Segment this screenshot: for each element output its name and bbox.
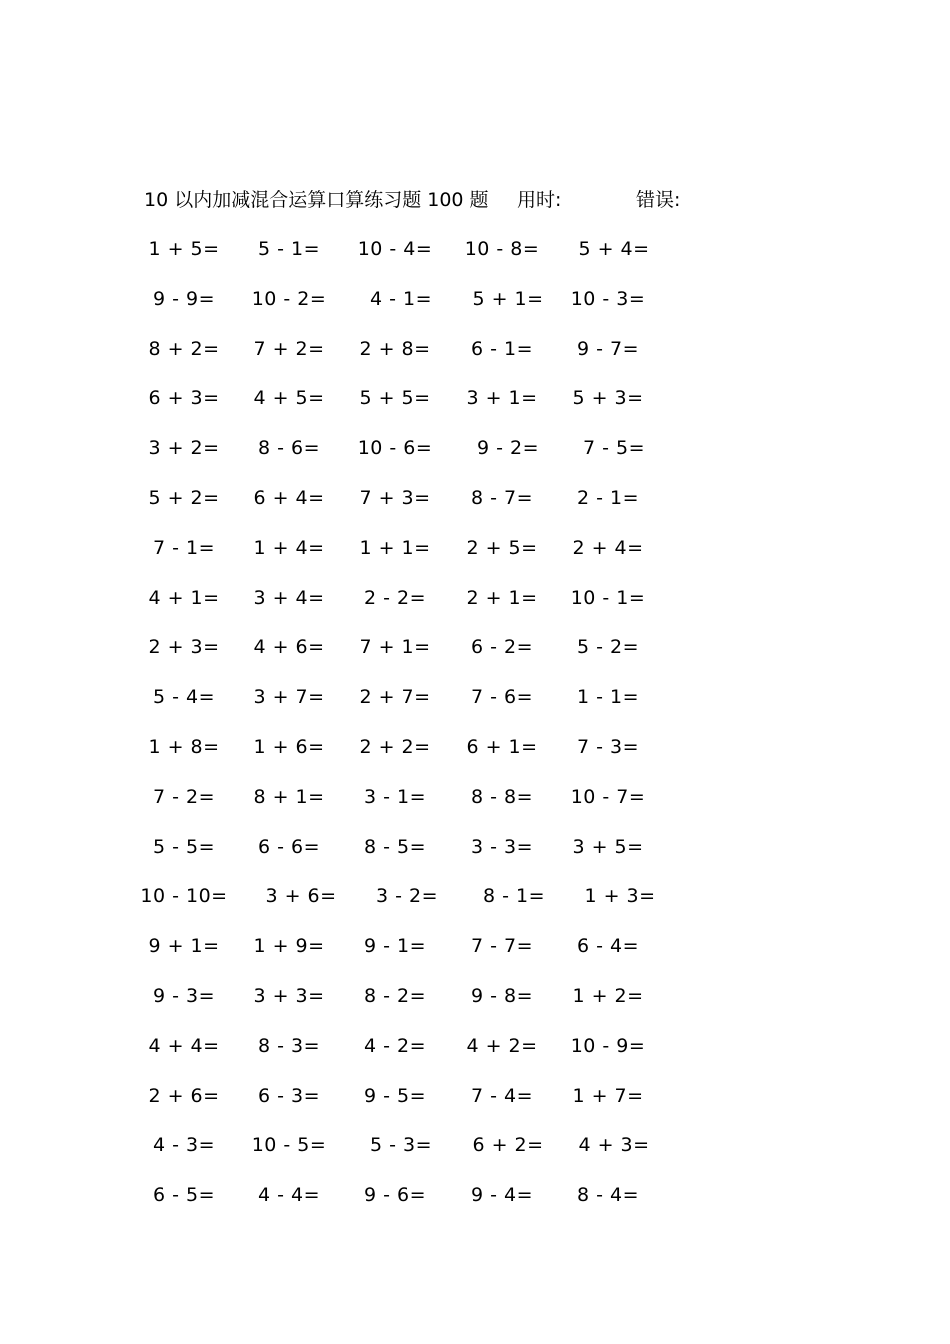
arithmetic-problem: 4 + 2= — [466, 1034, 538, 1057]
arithmetic-problem: 8 - 2= — [363, 985, 427, 1007]
arithmetic-problem: 10 - 9= — [570, 1034, 646, 1057]
arithmetic-problem: 8 - 7= — [470, 487, 534, 509]
arithmetic-problem: 2 + 8= — [359, 337, 431, 360]
arithmetic-problem: 1 + 6= — [253, 736, 325, 758]
arithmetic-problem: 10 - 7= — [570, 785, 646, 808]
arithmetic-problem: 1 - 1= — [576, 686, 640, 709]
arithmetic-problem: 5 + 3= — [572, 387, 644, 410]
arithmetic-problem: 3 + 2= — [148, 437, 220, 460]
arithmetic-problem: 1 + 4= — [253, 536, 325, 559]
errors-label: 错误: — [636, 189, 681, 211]
arithmetic-problem: 5 + 1= — [472, 287, 544, 310]
arithmetic-problem: 9 - 6= — [363, 1184, 427, 1207]
arithmetic-problem: 10 - 2= — [251, 287, 327, 310]
problem-row — [0, 433, 950, 463]
arithmetic-problem: 7 - 6= — [470, 686, 534, 709]
problem-row — [0, 334, 950, 364]
arithmetic-problem: 3 + 3= — [253, 985, 325, 1007]
arithmetic-problem: 7 - 7= — [470, 935, 534, 958]
arithmetic-problem: 2 + 5= — [466, 536, 538, 559]
arithmetic-problem: 3 + 7= — [253, 686, 325, 709]
arithmetic-problem: 6 - 1= — [470, 337, 534, 360]
arithmetic-problem: 4 + 1= — [148, 586, 220, 609]
arithmetic-problem: 1 + 3= — [584, 885, 656, 908]
arithmetic-problem: 1 + 8= — [148, 736, 220, 758]
problem-row — [0, 284, 950, 314]
problem-row — [0, 632, 950, 662]
arithmetic-problem: 7 + 2= — [253, 337, 325, 360]
arithmetic-problem: 7 - 1= — [152, 536, 216, 559]
arithmetic-problem: 3 + 1= — [466, 387, 538, 410]
arithmetic-problem: 7 - 2= — [152, 785, 216, 808]
worksheet-title: 10 以内加减混合运算口算练习题 100 题 — [144, 189, 489, 211]
time-label: 用时: — [517, 189, 562, 211]
arithmetic-problem: 5 - 1= — [257, 238, 321, 260]
arithmetic-problem: 7 + 1= — [359, 636, 431, 659]
arithmetic-problem: 10 - 1= — [570, 586, 646, 609]
arithmetic-problem: 2 - 1= — [576, 487, 640, 509]
arithmetic-problem: 10 - 6= — [357, 437, 433, 460]
problem-row — [0, 1031, 950, 1061]
arithmetic-problem: 8 + 2= — [148, 337, 220, 360]
problem-row — [0, 533, 950, 563]
arithmetic-problem: 7 - 3= — [576, 736, 640, 758]
arithmetic-problem: 5 - 4= — [152, 686, 216, 709]
arithmetic-problem: 6 + 1= — [466, 736, 538, 758]
arithmetic-problem: 9 - 3= — [152, 985, 216, 1007]
arithmetic-problem: 2 + 1= — [466, 586, 538, 609]
arithmetic-problem: 8 - 8= — [470, 785, 534, 808]
arithmetic-problem: 9 - 8= — [470, 985, 534, 1007]
arithmetic-problem: 9 - 1= — [363, 935, 427, 958]
arithmetic-problem: 5 - 2= — [576, 636, 640, 659]
arithmetic-problem: 7 + 3= — [359, 487, 431, 509]
arithmetic-problem: 7 - 4= — [470, 1084, 534, 1107]
arithmetic-problem: 9 + 1= — [148, 935, 220, 958]
arithmetic-problem: 4 - 1= — [369, 287, 433, 310]
arithmetic-problem: 8 - 6= — [257, 437, 321, 460]
arithmetic-problem: 5 + 5= — [359, 387, 431, 410]
arithmetic-problem: 1 + 5= — [148, 238, 220, 260]
arithmetic-problem: 9 - 7= — [576, 337, 640, 360]
arithmetic-problem: 4 - 2= — [363, 1034, 427, 1057]
arithmetic-problem: 5 + 4= — [578, 238, 650, 260]
arithmetic-problem: 5 - 3= — [369, 1134, 433, 1157]
arithmetic-problem: 3 + 5= — [572, 835, 644, 858]
arithmetic-problem: 10 - 3= — [570, 287, 646, 310]
arithmetic-problem: 8 - 4= — [576, 1184, 640, 1207]
problem-row — [0, 682, 950, 712]
problem-row — [0, 583, 950, 613]
arithmetic-problem: 10 - 10= — [140, 885, 228, 908]
arithmetic-problem: 6 - 6= — [257, 835, 321, 858]
problem-row — [0, 732, 950, 762]
arithmetic-problem: 7 - 5= — [582, 437, 646, 460]
arithmetic-problem: 10 - 8= — [464, 238, 540, 260]
arithmetic-problem: 3 - 2= — [375, 885, 439, 908]
problem-row — [0, 483, 950, 513]
arithmetic-problem: 4 - 4= — [257, 1184, 321, 1207]
arithmetic-problem: 6 + 3= — [148, 387, 220, 410]
arithmetic-problem: 9 - 2= — [476, 437, 540, 460]
arithmetic-problem: 4 + 3= — [578, 1134, 650, 1157]
arithmetic-problem: 8 - 1= — [482, 885, 546, 908]
arithmetic-problem: 8 + 1= — [253, 785, 325, 808]
arithmetic-problem: 5 - 5= — [152, 835, 216, 858]
arithmetic-problem: 1 + 2= — [572, 985, 644, 1007]
arithmetic-problem: 2 - 2= — [363, 586, 427, 609]
arithmetic-problem: 6 + 2= — [472, 1134, 544, 1157]
arithmetic-problem: 1 + 9= — [253, 935, 325, 958]
arithmetic-problem: 10 - 4= — [357, 238, 433, 260]
arithmetic-problem: 5 + 2= — [148, 487, 220, 509]
arithmetic-problem: 9 - 4= — [470, 1184, 534, 1207]
problem-row — [0, 1180, 950, 1210]
arithmetic-problem: 2 + 7= — [359, 686, 431, 709]
arithmetic-problem: 1 + 1= — [359, 536, 431, 559]
arithmetic-problem: 3 - 1= — [363, 785, 427, 808]
arithmetic-problem: 6 - 2= — [470, 636, 534, 659]
problem-row — [0, 931, 950, 961]
arithmetic-problem: 2 + 4= — [572, 536, 644, 559]
arithmetic-problem: 6 + 4= — [253, 487, 325, 509]
arithmetic-problem: 4 + 5= — [253, 387, 325, 410]
arithmetic-problem: 3 + 4= — [253, 586, 325, 609]
problem-row — [0, 383, 950, 413]
arithmetic-problem: 6 - 5= — [152, 1184, 216, 1207]
arithmetic-problem: 2 + 6= — [148, 1084, 220, 1107]
arithmetic-problem: 10 - 5= — [251, 1134, 327, 1157]
problem-row — [0, 832, 950, 862]
problem-row — [0, 234, 950, 264]
arithmetic-problem: 8 - 5= — [363, 835, 427, 858]
problem-row — [0, 1130, 950, 1160]
arithmetic-problem: 2 + 3= — [148, 636, 220, 659]
arithmetic-problem: 4 + 4= — [148, 1034, 220, 1057]
arithmetic-problem: 8 - 3= — [257, 1034, 321, 1057]
arithmetic-problem: 4 + 6= — [253, 636, 325, 659]
problem-row — [0, 782, 950, 812]
arithmetic-problem: 3 - 3= — [470, 835, 534, 858]
arithmetic-problem: 1 + 7= — [572, 1084, 644, 1107]
arithmetic-problem: 6 - 3= — [257, 1084, 321, 1107]
arithmetic-problem: 4 - 3= — [152, 1134, 216, 1157]
problem-row — [0, 881, 950, 911]
arithmetic-problem: 3 + 6= — [265, 885, 337, 908]
arithmetic-problem: 2 + 2= — [359, 736, 431, 758]
problem-row — [0, 1081, 950, 1111]
problem-row — [0, 981, 950, 1011]
arithmetic-problem: 6 - 4= — [576, 935, 640, 958]
arithmetic-problem: 9 - 5= — [363, 1084, 427, 1107]
arithmetic-problem: 9 - 9= — [152, 287, 216, 310]
